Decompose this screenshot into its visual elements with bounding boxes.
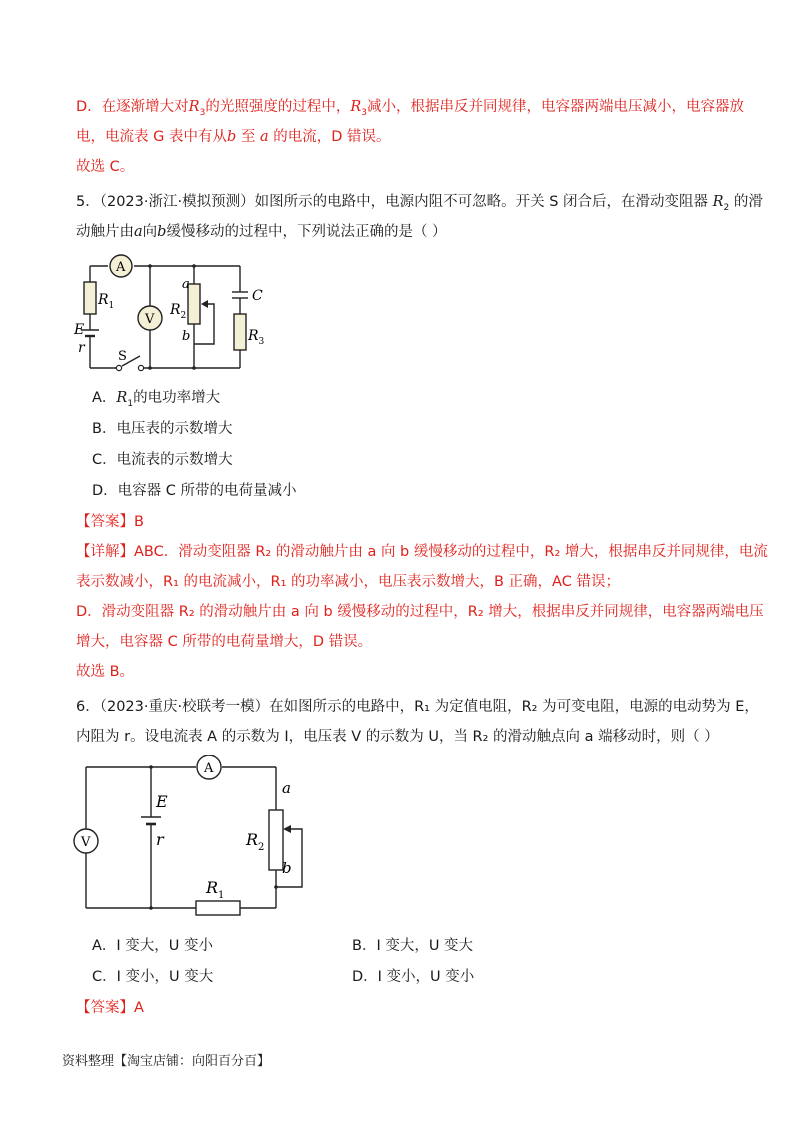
q6-r2-label: $R_2$ — [246, 830, 265, 853]
q5-option-d[interactable]: D．电容器 C 所带的电荷量减小 — [92, 483, 297, 499]
q6-option-d[interactable]: D．I 变小，U 变小 — [352, 969, 475, 985]
q6-stem-line-1: 6．（2023·重庆·校联考一模）在如图所示的电路中，R₁ 为定值电阻，R₂ 为可变电阻，电源的电动势为 E， — [76, 699, 759, 715]
q5-end-a-label: a — [182, 277, 190, 292]
q6-voltmeter-label: V — [81, 835, 91, 850]
q5-option-b[interactable]: B．电压表的示数增大 — [92, 421, 233, 437]
prev-solution-line-2: 电，电流表 G 表中有从b 至 a 的电流，D 错误。 — [76, 129, 391, 145]
q5-conclusion: 故选 B。 — [76, 664, 135, 680]
q5-switch-label: S — [118, 349, 127, 364]
q6-answer: 【答案】A — [76, 1000, 144, 1016]
q6-end-a-label: a — [282, 779, 291, 797]
q5-detail-line-1: 【详解】ABC．滑动变阻器 R₂ 的滑动触片由 a 向 b 缓慢移动的过程中，R₂ 增大，根据串反并同规律，电流 — [76, 544, 768, 560]
q5-circuit-diagram — [70, 248, 280, 378]
q6-option-c[interactable]: C．I 变小，U 变大 — [92, 969, 214, 985]
q5-answer: 【答案】B — [76, 514, 144, 530]
q5-r3-label: $R_3$ — [248, 328, 265, 347]
q5-stem-line-1: 5．（2023·浙江·模拟预测）如图所示的电路中，电源内阻不可忽略。开关 S 闭合后，在滑动变阻器 $R_2$ 的滑 — [76, 194, 763, 213]
q5-detail-line-3: D．滑动变阻器 R₂ 的滑动触片由 a 向 b 缓慢移动的过程中，R₂ 增大，根据串反并同规律，电容器两端电压 — [76, 604, 764, 620]
page-footer: 资料整理【淘宝店铺：向阳百分百】 — [62, 1054, 271, 1069]
q5-end-b-label: b — [182, 329, 191, 344]
q5-r1-label: $R_1$ — [98, 292, 115, 311]
q5-internal-resistance-label: r — [78, 340, 85, 356]
q6-internal-resistance-label: r — [156, 830, 164, 849]
q6-r1-label: $R_1$ — [206, 878, 225, 901]
prev-solution-line-1: D．在逐渐增大对$R_3$的光照强度的过程中，$R_3$减小，根据串反并同规律，电容器两端电压减小，电容器放 — [76, 99, 744, 118]
q6-circuit-diagram — [66, 755, 316, 920]
q5-option-c[interactable]: C．电流表的示数增大 — [92, 452, 233, 468]
q5-detail-line-4: 增大，电容器 C 所带的电荷量增大，D 错误。 — [76, 634, 373, 650]
q6-option-a[interactable]: A．I 变大，U 变小 — [92, 938, 214, 954]
prev-solution-conclusion: 故选 C。 — [76, 159, 135, 175]
q6-ammeter-label: A — [204, 761, 214, 776]
q5-emf-label: E — [74, 322, 85, 338]
q5-capacitor-label: C — [252, 288, 263, 304]
q5-option-a[interactable]: A．$R_1$的电功率增大 — [92, 390, 221, 409]
q5-voltmeter-label: V — [145, 312, 155, 327]
q6-emf-label: E — [156, 792, 168, 811]
q5-r2-label: $R_2$ — [170, 302, 187, 321]
q6-option-b[interactable]: B．I 变大，U 变大 — [352, 938, 474, 954]
q6-end-b-label: b — [282, 859, 292, 877]
q5-ammeter-label: A — [116, 260, 126, 275]
q5-stem-line-2: 动触片由a向b缓慢移动的过程中，下列说法正确的是（ ） — [76, 224, 447, 240]
q5-detail-line-2: 表示数减小，R₁ 的电流减小，R₁ 的功率减小，电压表示数增大，B 正确，AC 错误； — [76, 574, 620, 590]
q6-stem-line-2: 内阻为 r。设电流表 A 的示数为 I，电压表 V 的示数为 U，当 R₂ 的滑动触点向 a 端移动时，则（ ） — [76, 729, 719, 745]
